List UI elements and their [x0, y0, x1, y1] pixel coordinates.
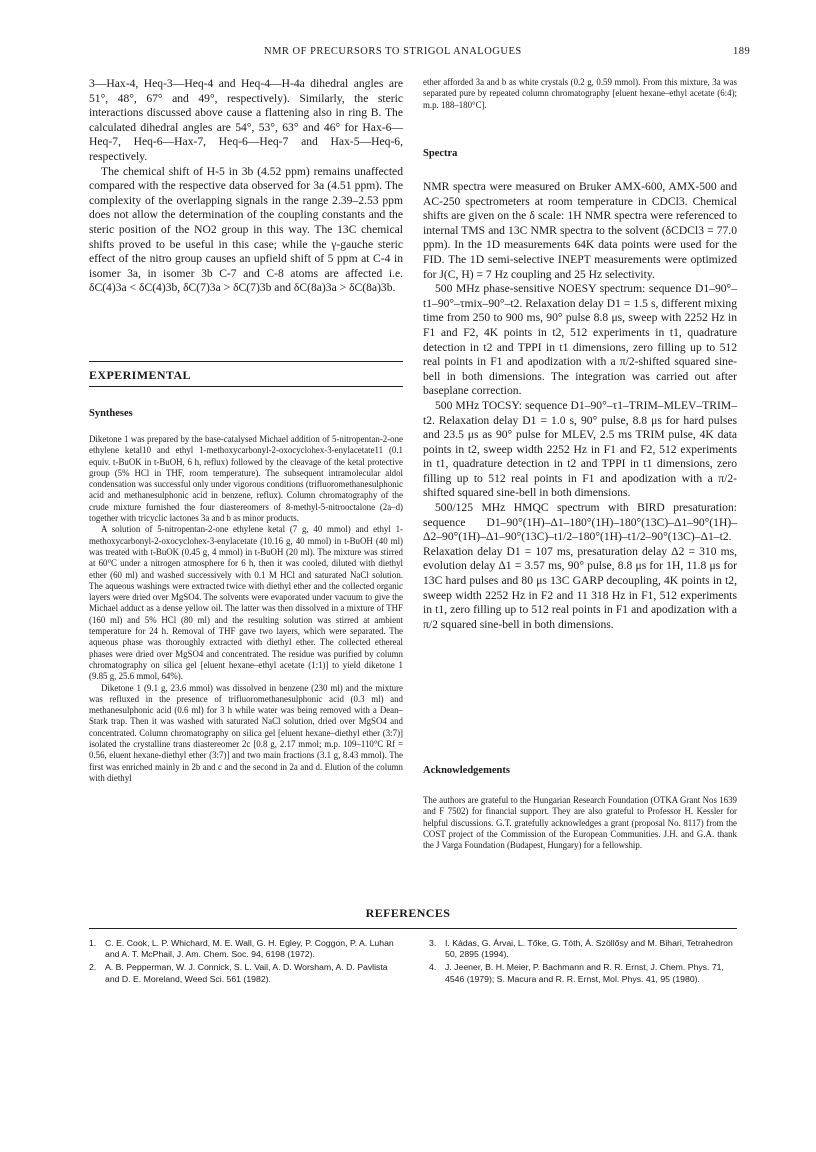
left-column	[89, 77, 403, 296]
syntheses-text	[89, 434, 403, 784]
syntheses-paragraph-3: Diketone 1 (9.1 g, 23.6 mmol) was dissolved in benzene (230 ml) and the mixture was refluxed in the presence of trifluoromethanesulphonic acid (0.3 ml) and methanesulphonic acid (0.6 ml) for 3 h while water was being removed with a Dean–Stark trap. Then it was washed with saturated NaCl solution, dried over MgSO4 and concentrated. Column chromatography on silica gel [eluent hexane–diethyl ether (3:7)] isolated the crystalline trans diastereomer 2c [0.8 g, 2.17 mmol; m.p. 109–110°C Rf = 0.56, eluent hexane-diethyl ether (3:7)] and two main fractions (3.1 g, 8.43 mmol). The first was enriched mainly in 2b and c and the second in 2a and d. Elution of the column with diethyl	[89, 682, 403, 783]
intro-paragraph-1: 3—Hax-4, Heq-3—Heq-4 and Heq-4—H-4a dihedral angles are 51°, 48°, 67° and 49°, respectively). Similarly, the steric interactions discussed above cause a flattening also in ring B. The calculated dihedral angles are 54°, 53°, 63° and 46° for Hax-6—Heq-7, Heq-6—Hax-7, Heq-6—Heq-7 and Hax-5—Heq-6, respectively.	[89, 77, 403, 163]
spectra-paragraph-2: 500 MHz phase-sensitive NOESY spectrum: sequence D1–90°–t1–90°–τmix–90°–t2. Relaxation delay D1 = 1.5 s, different mixing time from 250 to 900 ms, 90° pulse 8.8 μs, sweep with 2252 Hz in F1 and F2, 4K points in t2, 512 experiments in t1, quadrature detection in t2 and TPPI in t1 dimensions, zero filling up to 512 real points in F1 and apodization with a π/2-shifted squared sine-bell in both dimensions. The integration was carried out after baseplane correction.	[423, 282, 737, 398]
reference-text: I. Kádas, G. Árvai, L. Tőke, G. Tóth, Á. Szöllősy and M. Bihari, Tetrahedron 50, 2895 (1994).	[445, 938, 733, 960]
spectra-text	[423, 180, 737, 632]
acknowledgements-text	[423, 795, 737, 851]
reference-text: A. B. Pepperman, W. J. Connick, S. L. Vail, A. D. Worsham, A. D. Pavlista and D. E. Moreland, Weed Sci. 561 (1982).	[105, 962, 388, 984]
spectra-paragraph-4: 500/125 MHz HMQC spectrum with BIRD presaturation: sequence D1–90°(1H)–Δ1–180°(1H)–180°(13C)–Δ1–90°(1H)–Δ2–90°(1H)–Δ1–90°(13C)–t1/2–180°(1H)–t1/2–90°(13C)–Δ1–t2. Relaxation delay D1 = 107 ms, presaturation delay Δ2 = 310 ms, evolution delay Δ1 = 3.57 ms, 90° pulse, 8.8 μs for 1H, 11.8 μs for 13C hard pulses and 80 μs 13C GARP decoupling, 4K points in t2, sweep width 2252 Hz in F2 and 11 318 Hz in F1, 512 experiments in t1, zero filling up to 512 real points in F1 and apodization with a π/2 squared sine-bell in both dimensions.	[423, 501, 737, 631]
reference-item	[89, 938, 395, 960]
references-heading: REFERENCES	[365, 906, 451, 920]
experimental-heading: EXPERIMENTAL	[89, 368, 191, 382]
section-rule-bottom	[89, 386, 403, 387]
reference-item	[89, 962, 395, 984]
acknowledgements-heading: Acknowledgements	[423, 765, 510, 776]
reference-item	[429, 938, 737, 960]
section-rule-top	[89, 361, 403, 362]
reference-number: 3.	[429, 938, 437, 948]
spectra-paragraph-3: 500 MHz TOCSY: sequence D1–90°–τ1–TRIM–MLEV–TRIM–t2. Relaxation delay D1 = 1.0 s, 90° pulse, 8.8 μs for hard pulses and 23.5 μs as 90° pulse for MLEV, 2.5 ms TRIM pulse, 4K data points in t2, sweep width 2252 Hz in F1 and F2, 512 experiments in t1, quadrature detection in t2 and TPPI in t1 dimensions, zero filling up to 512 real points in F1 and apodization with a π/2-shifted squared sine-bell in both dimensions.	[423, 398, 737, 500]
syntheses-heading: Syntheses	[89, 408, 133, 419]
reference-number: 4.	[429, 962, 437, 973]
continued-paragraph: ether afforded 3a and b as white crystals (0.2 g, 0.59 mmol). From this mixture, 3a was separated pure by repeated column chromatography [eluent hexane–ethyl acetate (6:4); m.p. 188–180°C].	[423, 77, 737, 110]
right-column	[423, 77, 737, 111]
spectra-heading: Spectra	[423, 148, 458, 159]
reference-number: 1.	[89, 938, 97, 948]
reference-text: C. E. Cook, L. P. Whichard, M. E. Wall, G. H. Egley, P. Coggon, P. A. Luhan and A. T. McPhail, J. Am. Chem. Soc. 94, 6198 (1972).	[105, 938, 394, 960]
syntheses-paragraph-1: Diketone 1 was prepared by the base-catalysed Michael addition of 5-nitropentan-2-one ethylene ketal10 and ethyl 1-methoxycarbonyl-2-oxocyclohex-3-enylacetate11 (0.1 equiv. t-BuOK in t-BuOH, 6 h, reflux) followed by the cleavage of the ketal protective group (5% HCl in THF, room temperature). The subsequent intramolecular aldol condensation was successful only under vigorous conditions (trifluoromethanesulphonic acid and methanesulphonic acid in benzene, reflux). Column chromatography of the crude mixture furnished the four diastereomers of 8-methyl-5-nitrooctalone (2a–d) together with tricyclic lactones 3a and b as minor products.	[89, 434, 403, 524]
reference-number: 2.	[89, 962, 97, 973]
references-rule	[89, 928, 737, 929]
running-title: NMR OF PRECURSORS TO STRIGOL ANALOGUES	[264, 46, 522, 57]
intro-paragraph-2: The chemical shift of H-5 in 3b (4.52 ppm) remains unaffected compared with the respective data observed for 3a (4.51 ppm). The complexity of the overlapping signals in the range 2.39–2.53 ppm does not allow the determination of the coupling constants and the steric position of the NO2 group in this way. The 13C chemical shifts proved to be useful in this case; while the γ-gauche steric effect of the nitro group causes an upfield shift of 5 ppm at C-4 in isomer 3a, in isomer 3b C-7 and C-8 atoms are affected i.e. δC(4)3a < δC(4)3b, δC(7)3a > δC(7)3b and δC(8a)3a > δC(8a)3b.	[89, 164, 403, 295]
reference-text: J. Jeener, B. H. Meier, P. Bachmann and R. R. Ernst, J. Chem. Phys. 71, 4546 (1979); S. Macura and R. R. Ernst, Mol. Phys. 41, 95 (1980).	[445, 962, 724, 984]
spectra-paragraph-1: NMR spectra were measured on Bruker AMX-600, AMX-500 and AC-250 spectrometers at room temperature in CDCl3. Chemical shifts are given on the δ scale: 1H NMR spectra were referenced to internal TMS and 13C NMR spectra to the solvent (δCDCl3 = 77.0 ppm). In the 1D measurements 64K data points were used for the FID. The 1D semi-selective INEPT measurements were optimized for J(C, H) = 7 Hz coupling and 25 Hz selectivity.	[423, 180, 737, 281]
page-number: 189	[733, 46, 751, 57]
reference-item	[429, 962, 737, 984]
syntheses-paragraph-2: A solution of 5-nitropentan-2-one ethylene ketal (7 g, 40 mmol) and ethyl 1-methoxycarbonyl-2-oxocyclohex-3-enylacetate (10.16 g, 40 mmol) in t-BuOH (40 ml) was treated with t-BuOK (0.45 g, 4 mmol) in t-BuOH (20 ml). The mixture was stirred at 60°C under a nitrogen atmosphere for 6 h, then it was cooled, diluted with diethyl ether (60 ml) and washed successively with 0.1 M HCl and saturated NaCl solution. The aqueous washings were extracted twice with diethyl ether and the collected organic layers were dried over MgSO4. The solvents were evaporated under vacuum to give the Michael adduct as a dense yellow oil. The latter was then dissolved in a mixture of THF (160 ml) and 5% HCl (80 ml) and the resulting solution was stirred at ambient temperature for 24 h. Removal of THF gave two layers, which were separated. The aqueous phase was thoroughly extracted with diethyl ether. The collected ethereal phases were dried over MgSO4 and concentrated. The residue was purified by column chromatography on silica gel [eluent hexane–ethyl acetate (1:1)] to yield diketone 1 (9.85 g, 25.6 mmol, 64%).	[89, 524, 403, 682]
references-right	[429, 938, 737, 987]
acknowledgements-paragraph: The authors are grateful to the Hungarian Research Foundation (OTKA Grant Nos 1639 and F 7502) for financial support. They are also grateful to Professor H. Kessler for helpful discussions. G.T. gratefully acknowledges a grant (proposal No. 8117) from the COST project of the Commission of the European Communities. J.H. and G.A. thank the J Varga Foundation (Budapest, Hungary) for a fellowship.	[423, 795, 737, 851]
references-left	[89, 938, 395, 987]
